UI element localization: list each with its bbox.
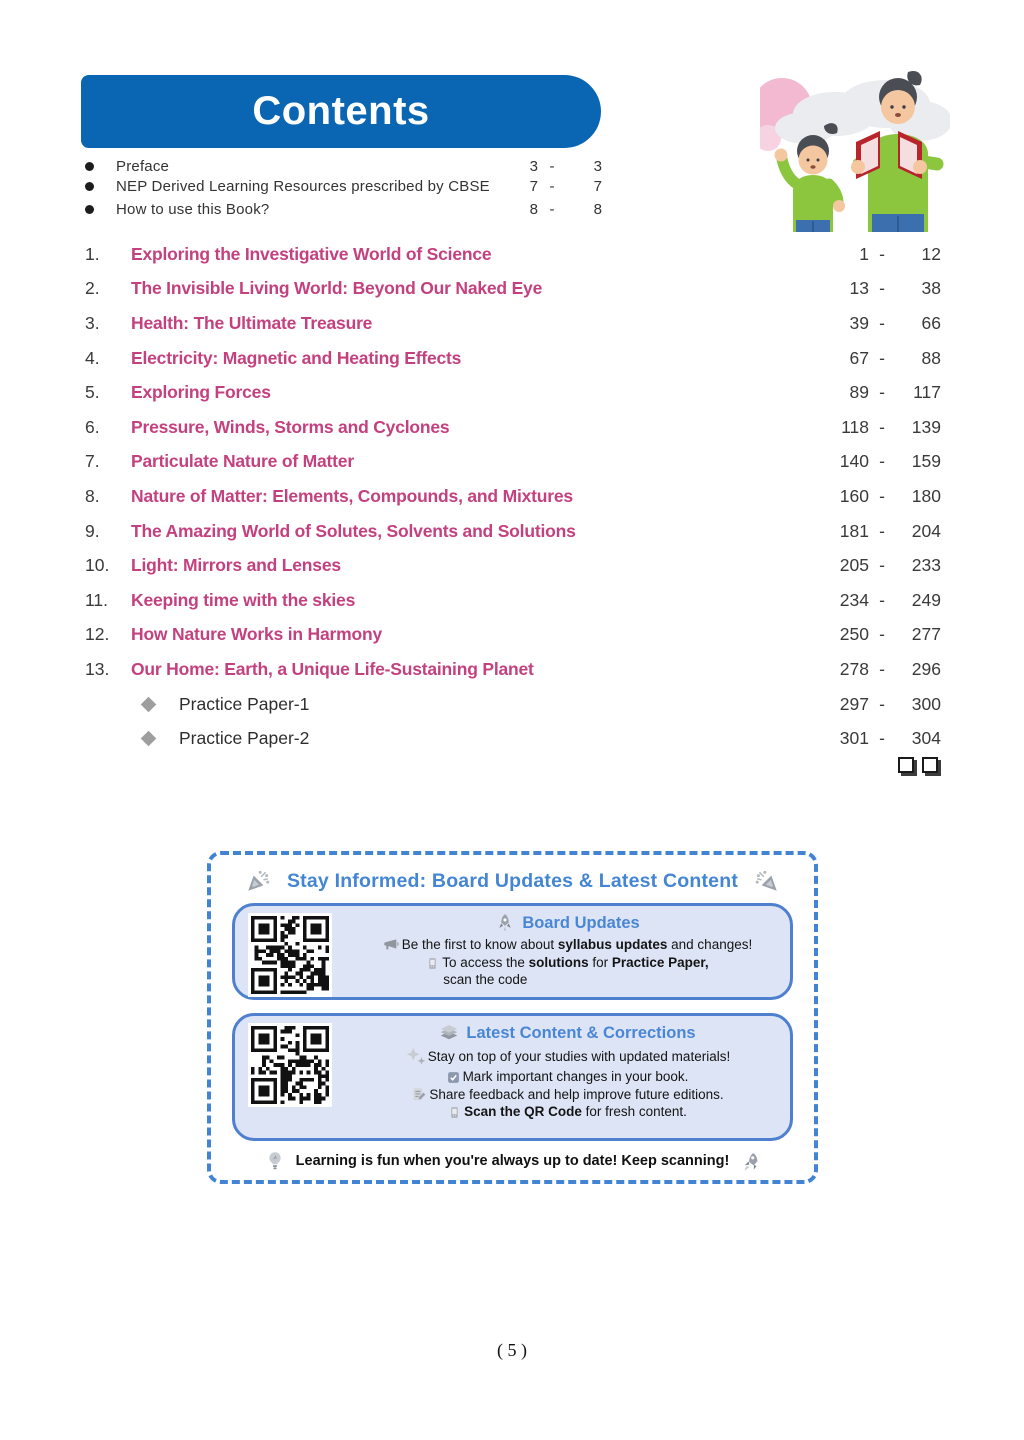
- page-start: 1: [859, 243, 869, 264]
- page-dash: -: [879, 416, 885, 437]
- practice-paper-row: [85, 687, 941, 722]
- chapter-row: [85, 375, 941, 410]
- megaphone-icon: [383, 936, 399, 952]
- info-line-text: scan the code: [443, 972, 528, 987]
- page-end: 249: [911, 589, 941, 610]
- phone-icon: [448, 1106, 461, 1119]
- page-dash: -: [879, 347, 885, 368]
- page-end: 7: [593, 177, 602, 195]
- section-heading-row: [357, 1023, 778, 1043]
- diamond-bullet-icon: [141, 731, 157, 747]
- chapter-number: 13.: [85, 658, 110, 679]
- chapter-number: 8.: [85, 485, 100, 506]
- chapter-row: [85, 548, 941, 583]
- chapter-title: Exploring Forces: [131, 382, 271, 403]
- page-dash: -: [879, 589, 885, 610]
- board-updates-section: [232, 903, 793, 1000]
- stay-informed-title: Stay Informed: Board Updates & Latest Content: [286, 869, 739, 892]
- front-matter-row: [85, 176, 602, 196]
- page-dash: -: [879, 243, 885, 264]
- page-start: 301: [839, 728, 869, 749]
- page-start: 160: [839, 485, 869, 506]
- page-dash: -: [879, 312, 885, 333]
- page-start: 250: [839, 624, 869, 645]
- chapter-title: Keeping time with the skies: [131, 589, 356, 610]
- page-start: 89: [849, 382, 869, 403]
- chapter-number: 4.: [85, 347, 100, 368]
- page-end: 304: [911, 728, 941, 749]
- page-start: 205: [839, 555, 869, 576]
- info-line: [357, 936, 778, 954]
- page-start: 67: [849, 347, 869, 368]
- page-end: 117: [913, 382, 941, 403]
- chapter-number: 3.: [85, 312, 100, 333]
- bullet-icon: [85, 162, 94, 171]
- chapter-number: 9.: [85, 520, 100, 541]
- chapter-number: 1.: [85, 243, 100, 264]
- page-dash: -: [879, 624, 885, 645]
- chapter-row: [85, 272, 941, 307]
- practice-paper-title: Practice Paper-1: [179, 693, 310, 714]
- qr-code: [248, 1023, 332, 1107]
- page-end: 204: [911, 520, 941, 541]
- chapter-number: 6.: [85, 416, 100, 437]
- page-dash: -: [879, 728, 885, 749]
- practice-paper-row: [85, 721, 941, 756]
- light-bulb-icon: [264, 1150, 286, 1172]
- page-start: 181: [839, 520, 869, 541]
- page-dash: -: [879, 451, 885, 472]
- chapter-title: Exploring the Investigative World of Science: [131, 243, 492, 264]
- latest-content-section: [232, 1013, 793, 1141]
- students-reading-illustration: [760, 66, 950, 232]
- chapter-row: [85, 479, 941, 514]
- tagline-row: [232, 1150, 793, 1172]
- chapter-row: [85, 341, 941, 376]
- phone-icon: [426, 957, 439, 970]
- page-end: 277: [911, 624, 941, 645]
- info-line: [357, 1086, 778, 1104]
- page-end: 139: [911, 416, 941, 437]
- page-number: ( 5 ): [497, 1340, 527, 1360]
- chapter-number: 2.: [85, 278, 100, 299]
- practice-paper-title: Practice Paper-2: [179, 728, 310, 749]
- page-end: 3: [593, 157, 602, 175]
- chapter-title: The Amazing World of Solutes, Solvents and Solutions: [131, 520, 576, 541]
- end-of-list-squares: [898, 757, 938, 773]
- page-start: 8: [529, 200, 538, 218]
- page-end: 296: [911, 658, 941, 679]
- page-start: 7: [529, 177, 538, 195]
- chapter-row: [85, 618, 941, 653]
- front-matter-list: [85, 156, 602, 219]
- page-start: 140: [839, 451, 869, 472]
- page-dash: -: [879, 485, 885, 506]
- info-line-text: Be the first to know about syllabus updates and changes!: [401, 937, 753, 952]
- page-end: 88: [921, 347, 941, 368]
- bullet-icon: [85, 205, 94, 214]
- page-start: 297: [839, 693, 869, 714]
- info-line: [357, 1046, 778, 1068]
- party-popper-icon: [245, 868, 271, 894]
- checkbox-icon: [447, 1071, 460, 1084]
- page-dash: -: [879, 382, 885, 403]
- books-icon: [439, 1023, 459, 1043]
- page-dash: -: [549, 177, 555, 195]
- page-end: 8: [593, 200, 602, 218]
- page-start: 39: [849, 312, 869, 333]
- info-line-text: Stay on top of your studies with updated materials!: [427, 1049, 731, 1064]
- front-matter-label: How to use this Book?: [116, 200, 270, 218]
- chapter-title: How Nature Works in Harmony: [131, 624, 382, 645]
- chapter-row: [85, 445, 941, 480]
- page-dash: -: [879, 693, 885, 714]
- chapter-title: Particulate Nature of Matter: [131, 451, 354, 472]
- page-start: 3: [529, 157, 538, 175]
- chapter-title: Health: The Ultimate Treasure: [131, 312, 373, 333]
- page-dash: -: [879, 520, 885, 541]
- page-start: 118: [841, 416, 869, 437]
- chapter-row: [85, 306, 941, 341]
- stay-informed-title-row: [232, 863, 793, 899]
- front-matter-row: [85, 156, 602, 176]
- page-dash: -: [549, 157, 555, 175]
- diamond-bullet-icon: [141, 696, 157, 712]
- chapter-list: [85, 237, 941, 756]
- info-line: [357, 1068, 778, 1086]
- page-end: 159: [911, 451, 941, 472]
- bullet-icon: [85, 182, 94, 191]
- page-end: 12: [921, 243, 941, 264]
- qr-code: [248, 913, 332, 997]
- rocket-icon: [495, 913, 515, 933]
- info-line: [357, 1103, 778, 1121]
- page-start: 234: [839, 589, 869, 610]
- chapter-row: [85, 410, 941, 445]
- info-line-text: To access the solutions for Practice Paper,: [442, 954, 709, 970]
- info-line-text: Scan the QR Code for fresh content.: [464, 1104, 687, 1119]
- chapter-number: 5.: [85, 382, 100, 403]
- page-end: 300: [911, 693, 941, 714]
- page-start: 13: [849, 278, 869, 299]
- chapter-number: 10.: [85, 555, 110, 576]
- stay-informed-box: [207, 851, 818, 1184]
- page-title-banner: [81, 75, 601, 148]
- page-dash: -: [549, 200, 555, 218]
- front-matter-label: Preface: [116, 157, 170, 175]
- section-heading-row: [357, 913, 778, 933]
- chapter-title: Our Home: Earth, a Unique Life-Sustaining Planet: [131, 658, 534, 679]
- chapter-number: 7.: [85, 451, 100, 472]
- chapter-title: Pressure, Winds, Storms and Cyclones: [131, 416, 450, 437]
- chapter-title: Electricity: Magnetic and Heating Effects: [131, 347, 462, 368]
- chapter-row: [85, 514, 941, 549]
- chapter-title: Nature of Matter: Elements, Compounds, and Mixtures: [131, 485, 573, 506]
- sparkles-icon: [405, 1046, 427, 1068]
- page-start: 278: [839, 658, 869, 679]
- page-end: 38: [921, 278, 941, 299]
- section-heading: Board Updates: [522, 913, 640, 932]
- info-line-text: Mark important changes in your book.: [462, 1069, 689, 1084]
- page-end: 233: [911, 555, 941, 576]
- page-dash: -: [879, 555, 885, 576]
- chapter-title: The Invisible Living World: Beyond Our Naked Eye: [131, 278, 543, 299]
- page-end: 66: [921, 312, 941, 333]
- chapter-number: 12.: [85, 624, 110, 645]
- tagline-text: Learning is fun when you're always up to date! Keep scanning!: [295, 1153, 730, 1169]
- section-heading: Latest Content & Corrections: [466, 1023, 696, 1042]
- square-icon: [922, 757, 938, 773]
- chapter-row: [85, 583, 941, 618]
- rocket-icon: [739, 1150, 761, 1172]
- chapter-title: Light: Mirrors and Lenses: [131, 555, 341, 576]
- page-title: Contents: [252, 89, 430, 133]
- chapter-number: 11.: [85, 589, 109, 610]
- front-matter-label: NEP Derived Learning Resources prescribed by CBSE: [116, 177, 490, 195]
- page-end: 180: [911, 485, 941, 506]
- memo-icon: [411, 1087, 426, 1102]
- party-popper-icon: [754, 868, 780, 894]
- page-dash: -: [879, 658, 885, 679]
- square-icon: [898, 757, 914, 773]
- page-dash: -: [879, 278, 885, 299]
- info-line-text: Share feedback and help improve future editions.: [429, 1086, 724, 1102]
- front-matter-row: [85, 199, 602, 219]
- info-line: [357, 954, 778, 989]
- chapter-row: [85, 237, 941, 272]
- chapter-row: [85, 652, 941, 687]
